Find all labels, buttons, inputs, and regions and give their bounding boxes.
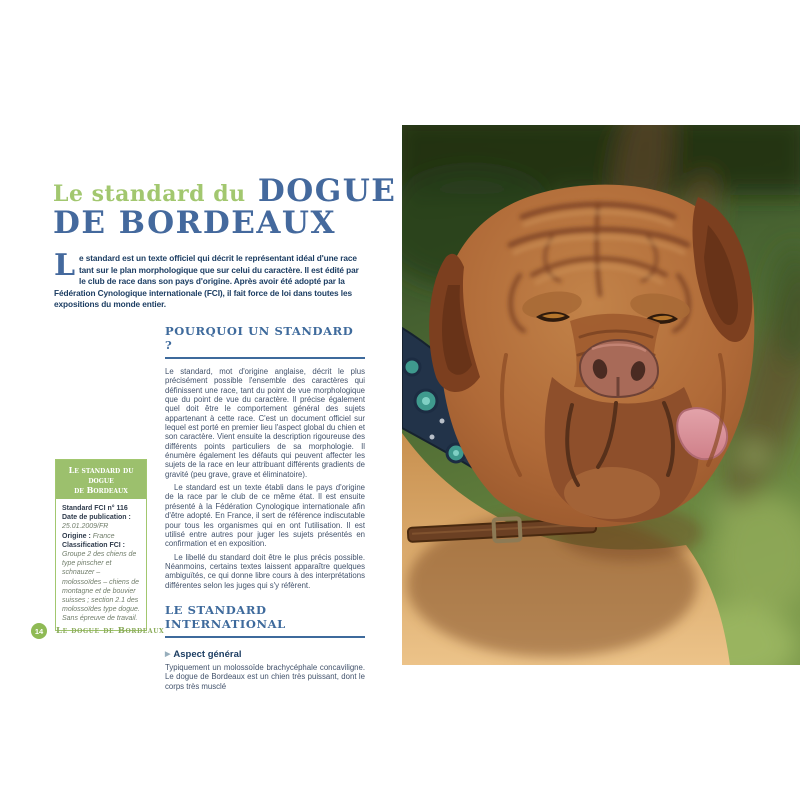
- title-main-word: DOGUE: [257, 173, 397, 209]
- dog-photo-illustration: [402, 125, 800, 665]
- section-heading-pourquoi: POURQUOI UN STANDARD ?: [165, 324, 365, 359]
- infobox-header-line2: de Bordeaux: [74, 485, 128, 495]
- infobox-classification-value: Groupe 2 des chiens de type pinscher et schnauzer – molossoïdes – chiens de montagne et de bouvier suisses ; section 2.1 des molossoïdes type dogue. Sans épreuve de travail.: [62, 551, 140, 623]
- intro-text: e standard est un texte officiel qui décrit le représentant idéal d'une race tant sur le plan morphologique que sur celui du caractère. Il est édité par le club de race dans son pays d'origine. Après avoir été adopté par la Fédération Cynologique internationale (FCI), il fait force de loi dans toutes les expositions du monde entier.: [54, 253, 359, 310]
- infobox-origin-label: Origine :: [62, 532, 91, 540]
- infobox-classification-label: Classification FCI :: [62, 541, 126, 549]
- page-title: [53, 173, 397, 241]
- title-line-2: DE BORDEAUX: [53, 205, 336, 241]
- body-paragraph: Le libellé du standard doit être le plus précis possible. Néanmoins, certains textes laissent apparaître quelques ambiguïtés, ce qui donne libre cours à des interprétations différentes selon les juges qui s'y réfèrent.: [165, 552, 365, 590]
- page-footer: [31, 623, 164, 639]
- body-paragraph: Le standard est un texte établi dans le pays d'origine de la race par le club de ce même état. Il est ensuite présenté à la Fédération Cynologique internationale afin d'être adopté. En France, il sert de référence indiscutable pour tous les organismes qui en ont l'utilisation. Il est utilisé entre autres pour juger les sujets présentés en confirmation et en exposition.: [165, 483, 365, 549]
- subsection-heading-aspect-general: [165, 649, 365, 660]
- triangle-bullet-icon: ▶: [165, 650, 171, 658]
- breed-standard-infobox: [55, 459, 147, 631]
- title-prefix: Le standard du: [53, 181, 246, 207]
- infobox-origin-value: France: [92, 532, 115, 540]
- infobox-standard-number: Standard FCI n° 116: [62, 505, 128, 512]
- title-line-1: [53, 173, 397, 209]
- dog-photo: [402, 125, 800, 665]
- footer-running-title: Le dogue de Bordeaux: [56, 626, 165, 636]
- infobox-date-value: 25.01.2009/FR: [62, 523, 109, 531]
- intro-paragraph: [54, 248, 366, 311]
- dog-nose: [580, 340, 658, 397]
- main-text-column: [165, 324, 365, 691]
- body-paragraph: Typiquement un molossoïde brachycéphale concaviligne. Le dogue de Bordeaux est un chien très puissant, dont le corps très musclé: [165, 662, 365, 691]
- section-heading-standard-international: LE STANDARD INTERNATIONAL: [165, 603, 365, 638]
- dog-figure: [402, 185, 754, 665]
- intro-dropcap: L: [54, 248, 75, 283]
- infobox-header-line1: Le standard du dogue: [68, 465, 134, 485]
- infobox-header: [56, 460, 146, 499]
- page-number-badge: 14: [31, 623, 47, 639]
- body-paragraph: Le standard, mot d'origine anglaise, décrit le plus précisément possible l'ensemble des caractères qui définissent une race, tant du point de vue morphologique que du point de vue du caractère. Il précise également quel doit être le comportement général des sujets appartenant à cette race. C'est un document officiel sur lequel est porté en premier lieu l'aspect global du chien et son caractère. Vient ensuite la description rigoureuse des différents points particuliers de sa morphologie. Il énumère également les défauts qui peuvent affecter les sujets de la race en leur attribuant différents gradients de gravité (peu grave, grave et éliminatoire).: [165, 367, 365, 479]
- chin-highlight: [564, 467, 660, 519]
- collar-concho: [404, 359, 420, 375]
- infobox-date-label: Date de publication :: [62, 514, 131, 522]
- subsection-heading-label: Aspect général: [173, 648, 242, 660]
- infobox-body: [56, 499, 146, 630]
